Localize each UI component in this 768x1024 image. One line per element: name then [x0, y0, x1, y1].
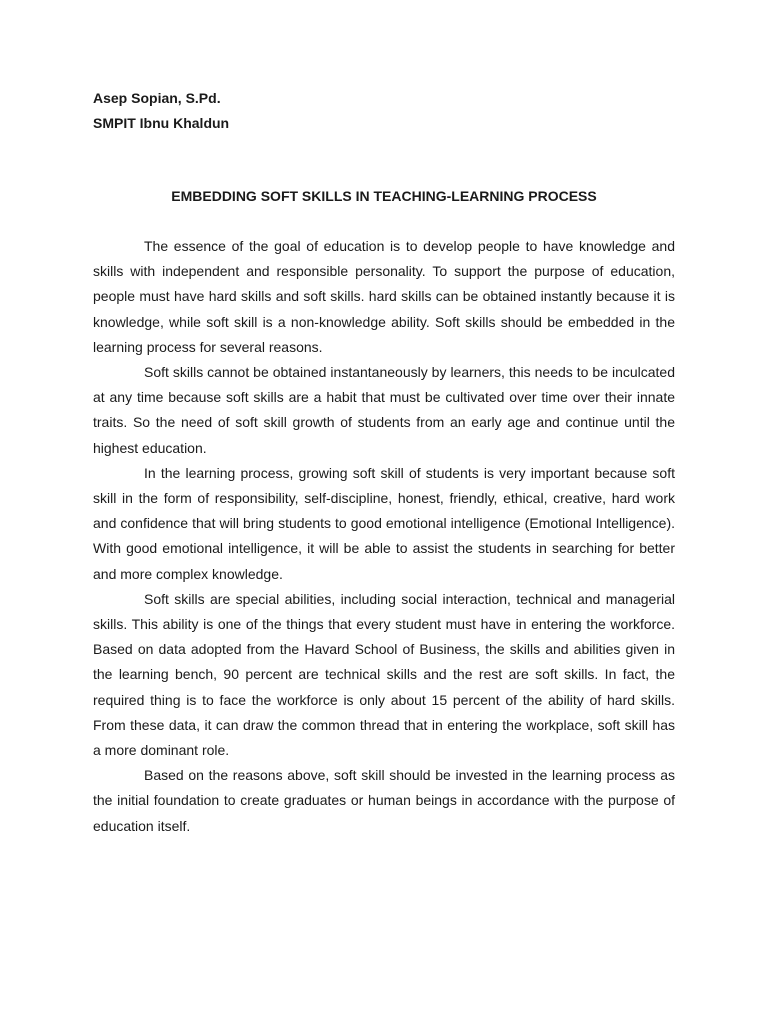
paragraph: Based on the reasons above, soft skill should be invested in the learning process as the initial foundation to create graduates or human beings in accordance with the purpose of education itself.: [93, 767, 675, 834]
document-body: [93, 234, 675, 839]
author-block: [93, 86, 493, 136]
paragraph: In the learning process, growing soft skill of students is very important because soft skill in the form of responsibility, self-discipline, honest, friendly, ethical, creative, hard work and confidence that will bring students to good emotional intelligence (Emotional Intelligence). With good emotional intelligence, it will be able to assist the students in searching for better and more complex knowledge.: [93, 464, 675, 582]
paragraph: Soft skills cannot be obtained instantaneously by learners, this needs to be inculcated at any time because soft skills are a habit that must be cultivated over time over their innate traits. So the need of soft skill growth of students from an early age and continue until the highest education.: [93, 364, 675, 456]
paragraph: The essence of the goal of education is to develop people to have knowledge and skills with independent and responsible personality. To support the purpose of education, people must have hard skills and soft skills. hard skills can be obtained instantly because it is knowledge, while soft skill is a non-knowledge ability. Soft skills should be embedded in the learning process for several reasons.: [93, 238, 675, 355]
paragraph: Soft skills are special abilities, including social interaction, technical and managerial skills. This ability is one of the things that every student must have in entering the workforce. Based on data adopted from the Havard School of Business, the skills and abilities given in the learning bench, 90 percent are technical skills and the rest are soft skills. In fact, the required thing is to face the workforce is only about 15 percent of the ability of hard skills. From these data, it can draw the common thread that in entering the workplace, soft skill has a more dominant role.: [93, 590, 675, 759]
document-title: EMBEDDING SOFT SKILLS IN TEACHING-LEARNING PROCESS: [171, 188, 597, 204]
author-institution: SMPIT Ibnu Khaldun: [93, 115, 230, 131]
author-name: Asep Sopian, S.Pd.: [93, 90, 221, 106]
